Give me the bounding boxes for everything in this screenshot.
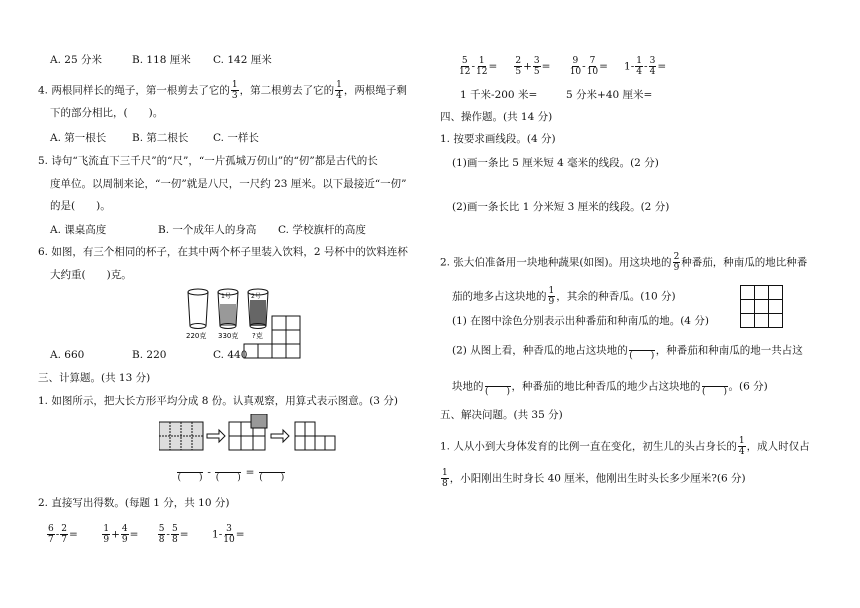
calc-item: $\frac{6}{7}$ - $\frac{2}{7}$ =: [48, 524, 78, 545]
calc-2-text: 2. 直接写出得数。(每题 1 分，共 10 分): [38, 497, 230, 509]
unit-calc-1: 1 千米-200 米=: [460, 89, 538, 101]
blank-fraction[interactable]: ( ): [214, 462, 242, 483]
question-4-line1: [38, 80, 407, 101]
question-6-line2: 大约重( )克。: [50, 269, 132, 281]
blank-fraction[interactable]: ( ): [176, 462, 204, 483]
cup-label-2: 2号: [251, 293, 261, 300]
section-4-title: 四、操作题。(共 14 分): [440, 111, 553, 123]
option-c: C. 一样长: [213, 132, 259, 144]
weight-label-1: 220克: [186, 332, 207, 340]
right-column: [440, 0, 840, 608]
option-c: C. 142 厘米: [213, 54, 272, 66]
arrow-icon: [271, 430, 289, 442]
option-b: B. 118 厘米: [132, 54, 191, 66]
question-5-line1: 5. 诗句“飞流直下三千尺”的“尺”，“一片孤城万仞山”的“仞”都是古代的长: [38, 155, 378, 167]
calc-item: $\frac{1}{9}$ + $\frac{4}{9}$ =: [103, 524, 139, 545]
blank-fraction[interactable]: ( ): [258, 462, 286, 483]
calc-item: $\frac{5}{8}$ - $\frac{5}{8}$ =: [158, 524, 189, 545]
op-1-text: 1. 按要求画线段。(4 分): [440, 133, 556, 145]
option-b: B. 第二根长: [132, 132, 189, 144]
question-4-line2: 下的部分相比，( )。: [50, 107, 164, 119]
op-2-sub2: (2) 从图上看，种香瓜的地占这块地的 ( ) ，种番茄和种南瓜的地一共占这: [452, 340, 803, 361]
calc-row-right: [458, 56, 684, 77]
arrow-icon: [207, 430, 225, 442]
calc-item: $\frac{2}{5}$ + $\frac{3}{5}$ =: [515, 56, 551, 77]
blank-fraction[interactable]: ( ): [701, 376, 729, 397]
fraction: $\frac{2}{9}$: [673, 252, 680, 273]
fraction: $\frac{1}{4}$: [738, 436, 745, 457]
op-2-sub1: (1) 在图中涂色分别表示出种番茄和种南瓜的地。(4 分): [452, 315, 709, 327]
option-a: A. 660: [50, 349, 85, 361]
left-column: [38, 0, 428, 608]
fraction: $\frac{1}{4}$: [336, 80, 342, 101]
fraction: $\frac{1}{8}$: [442, 468, 448, 489]
rect-2: [229, 414, 267, 450]
question-6-line1: 6. 如图，有三个相同的杯子，在其中两个杯子里装入饮料，2 号杯中的饮料连杯: [38, 246, 408, 258]
op-1a-text: (1)画一条比 5 厘米短 4 毫米的线段。(2 分): [452, 157, 659, 169]
problem-1-line2: $\frac{1}{8}$ ，小阳刚出生时身长 40 厘米，他刚出生时头长多少厘米?(6 分): [442, 468, 746, 489]
field-grid[interactable]: [740, 285, 784, 329]
calc-item: 1- $\frac{1}{4}$ - $\frac{3}{4}$ =: [624, 56, 667, 77]
question-5-line2: 度单位。以周制来论，“一仞”就是八尺，一尺约 23 厘米。以下最接近“一仞”: [50, 178, 407, 190]
equals-sign: =: [245, 466, 255, 479]
blank-equation: [176, 462, 286, 483]
rect-1: [159, 422, 203, 450]
calc-item: $\frac{5}{12}$ - $\frac{1}{12}$ =: [459, 56, 498, 77]
calc-row-left: [46, 524, 264, 545]
cup-label-1: 1号: [221, 293, 231, 300]
weight-label-2: 330克: [218, 332, 239, 340]
option-a: A. 课桌高度: [50, 224, 107, 236]
rectangles-figure: [159, 414, 359, 454]
section-3-title: 三、计算题。(共 13 分): [38, 372, 151, 384]
calc-item: 1- $\frac{3}{10}$ =: [212, 524, 245, 545]
op-1b-text: (2)画一条长比 1 分米短 3 厘米的线段。(2 分): [452, 201, 670, 213]
minus-sign: -: [207, 466, 211, 479]
option-c: C. 440: [213, 349, 248, 361]
weight-label-3: ?克: [252, 332, 263, 340]
option-c: C. 学校旗杆的高度: [278, 224, 366, 236]
unit-calc-2: 5 分米+40 厘米=: [566, 89, 653, 101]
calc-item: $\frac{9}{10}$ - $\frac{7}{10}$ =: [569, 56, 608, 77]
option-a: A. 第一根长: [50, 132, 107, 144]
blank-fraction[interactable]: ( ): [484, 376, 512, 397]
option-b: B. 220: [132, 349, 167, 361]
option-b: B. 一个成年人的身高: [158, 224, 257, 236]
section-5-title: 五、解决问题。(共 35 分): [440, 409, 563, 421]
op-2-line2: 茄的地多占这块地的 $\frac{1}{9}$ ，其余的种香瓜。(10 分): [452, 286, 676, 307]
op-2-sub3: 块地的 ( ) ，种番茄的地比种香瓜的地少占这块地的 ( ) 。(6 分): [452, 376, 768, 397]
option-a: A. 25 分米: [50, 54, 102, 66]
q4-text-b: ，第二根剪去了它的: [239, 84, 335, 97]
q4-text-c: ，两根绳子剩: [343, 84, 407, 97]
question-5-line3: 的是( )。: [50, 200, 111, 212]
fraction: $\frac{1}{3}$: [231, 80, 238, 101]
problem-1-line1: 1. 人从小到大身体发育的比例一直在变化，初生儿的头占身长的 $\frac{1}{4}$ ，成人时仅占: [440, 436, 810, 457]
cup-1: [218, 289, 238, 329]
fraction: $\frac{1}{9}$: [548, 286, 555, 307]
cup-2: [248, 289, 268, 329]
rect-3: [295, 422, 335, 450]
calc-1-text: 1. 如图所示，把大长方形平均分成 8 份。认真观察，用算式表示图意。(3 分): [38, 395, 398, 407]
q4-text-a: 4. 两根同样长的绳子，第一根剪去了它的: [38, 84, 230, 97]
op-2-line1: 2. 张大伯准备用一块地种蔬果(如图)。用这块地的 $\frac{2}{9}$ 种番茄，种南瓜的地比种番: [440, 252, 808, 273]
blank-fraction[interactable]: ( ): [628, 340, 656, 361]
cup-empty: [188, 289, 208, 329]
